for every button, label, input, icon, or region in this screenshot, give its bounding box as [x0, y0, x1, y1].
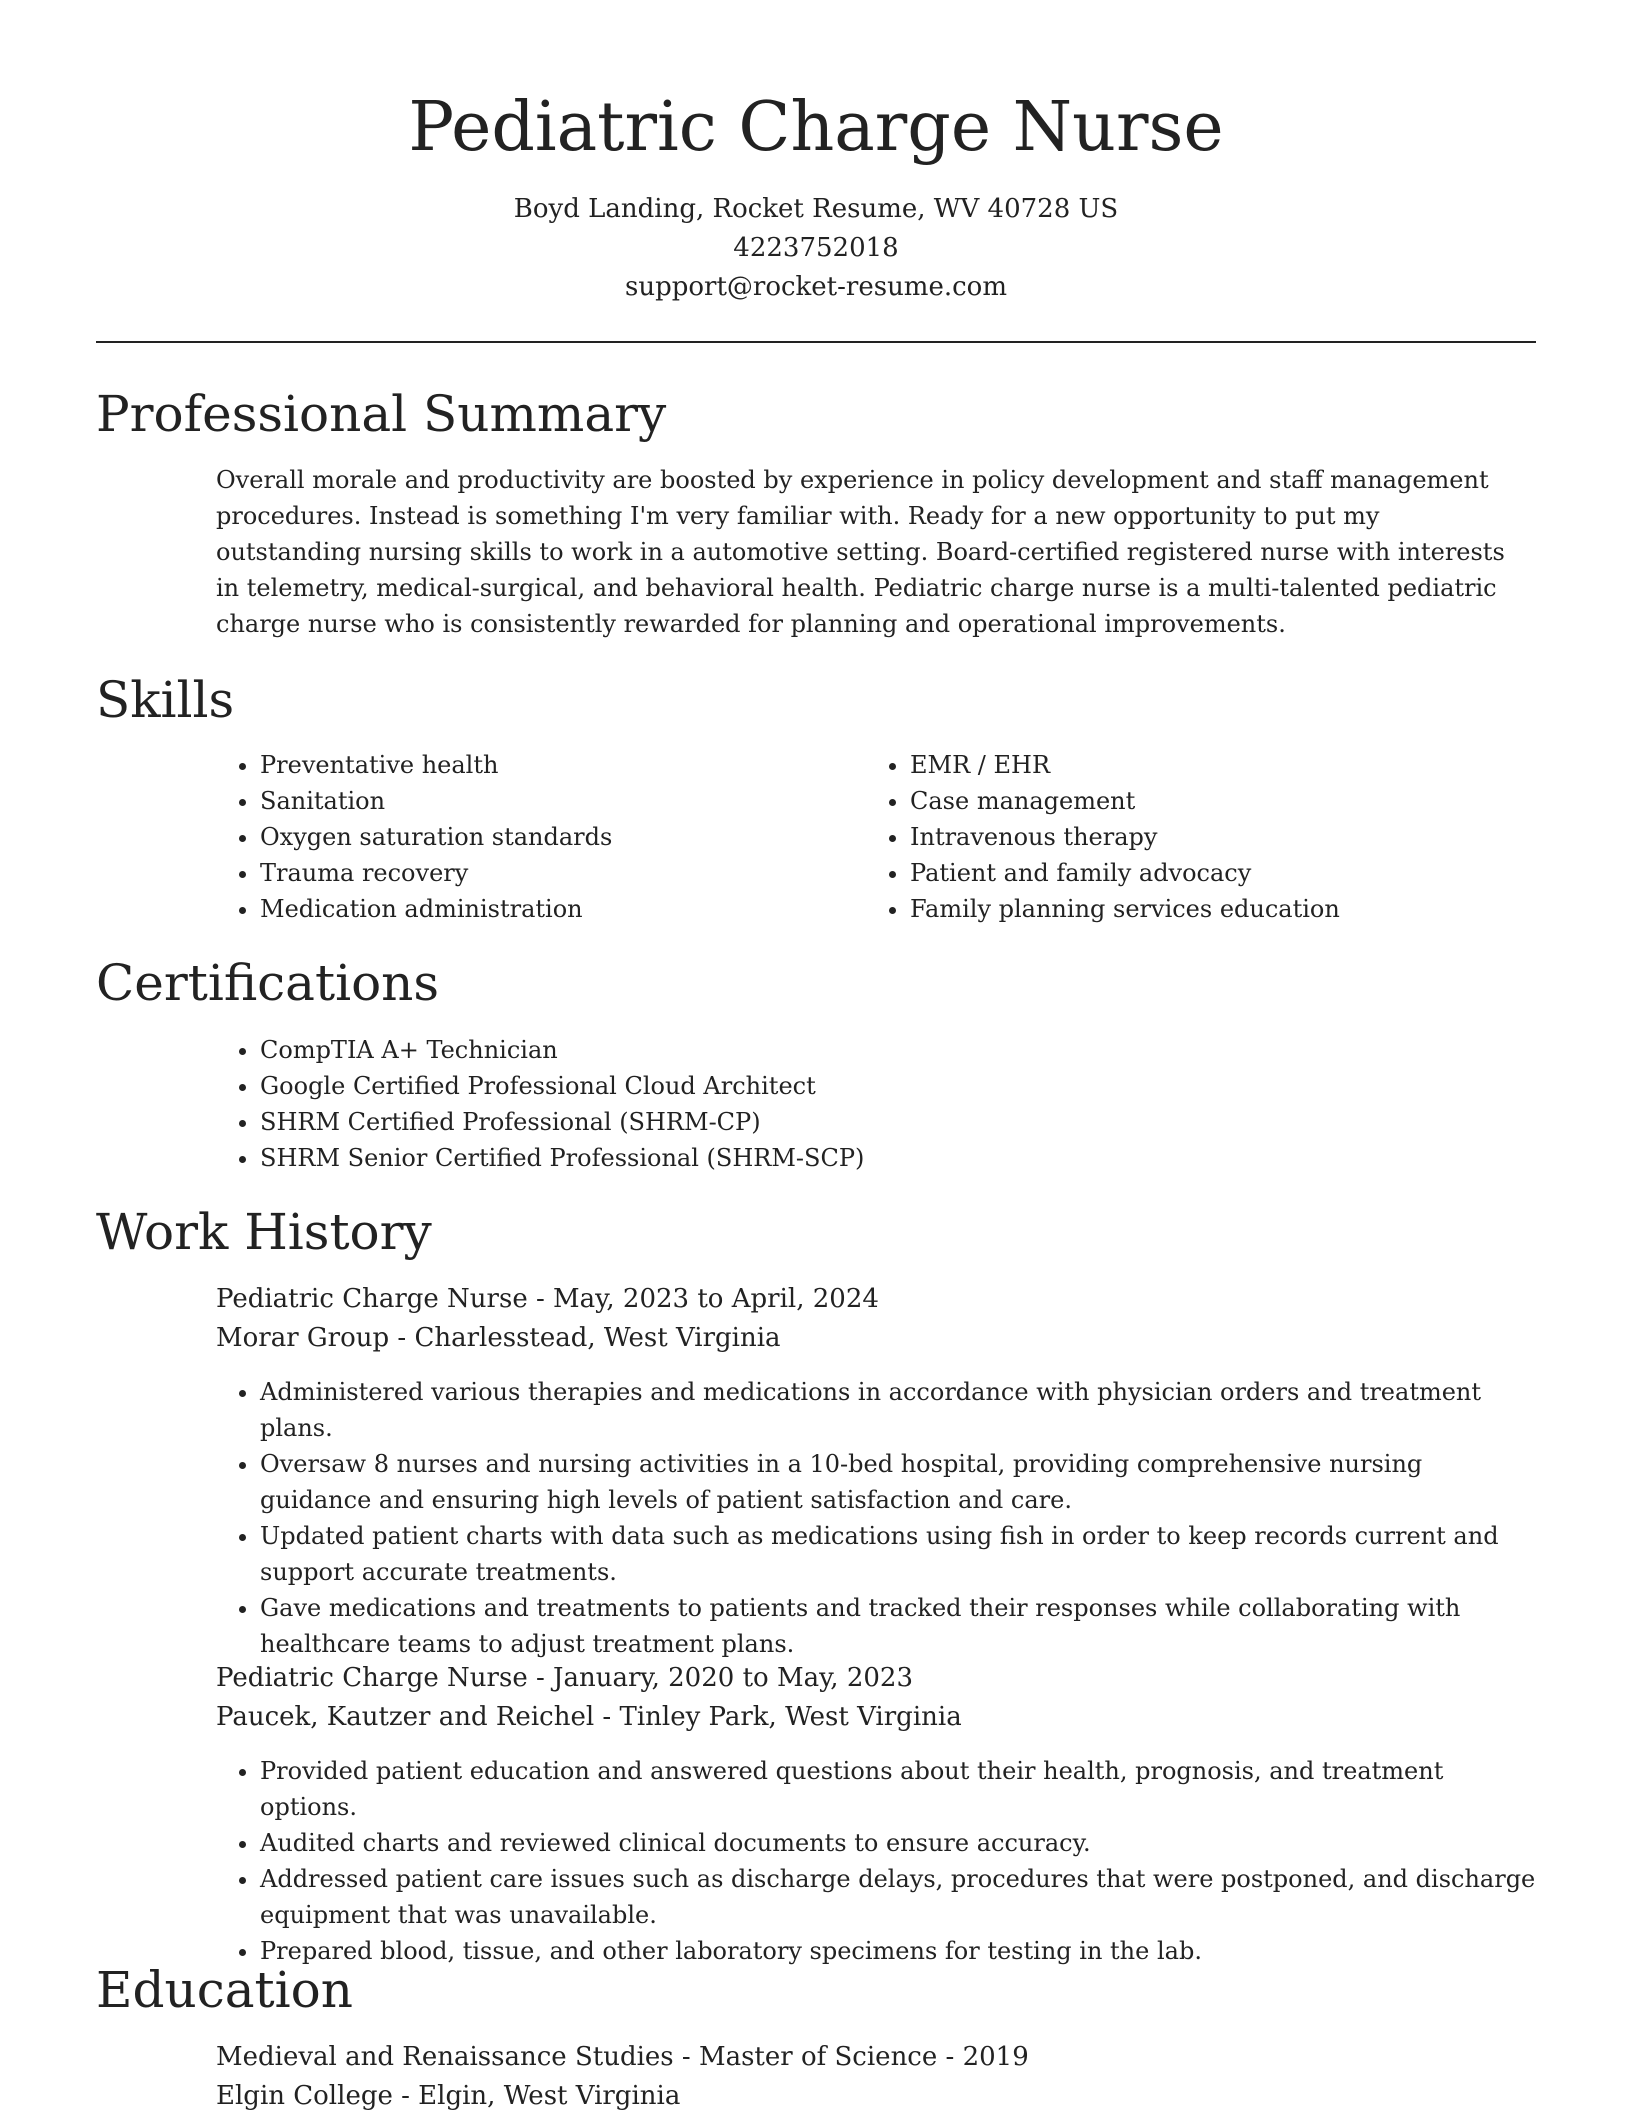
- job-company: Paucek, Kautzer and Reichel: [216, 1702, 595, 1732]
- job-title-line: [216, 1659, 962, 1698]
- education-heading: Education: [96, 1961, 353, 2019]
- skill-item: • Patient and family advocacy: [910, 855, 1526, 891]
- skill-item: • Oxygen saturation standards: [260, 819, 816, 855]
- job-location: - Tinley Park, West Virginia: [594, 1702, 962, 1732]
- job-role: Pediatric Charge Nurse: [216, 1663, 528, 1693]
- skill-item: • Sanitation: [260, 783, 816, 819]
- job-role: Pediatric Charge Nurse: [216, 1284, 528, 1314]
- education-entry: [216, 2038, 1029, 2116]
- certifications-list: [216, 1032, 1536, 1176]
- job-dates: - January, 2020 to May, 2023: [527, 1663, 913, 1693]
- job-header: [216, 1280, 879, 1358]
- job-bullet: • Addressed patient care issues such as discharge delays, procedures that were postponed, and discharge equipment that was unavailable.: [260, 1861, 1536, 1933]
- school-line: [216, 2077, 1029, 2116]
- skills-left-column: [216, 747, 816, 927]
- job-bullets: [216, 1374, 1536, 1662]
- job-title-line: [216, 1280, 879, 1319]
- resume-header: [0, 0, 1632, 307]
- job-bullet: • Prepared blood, tissue, and other laboratory specimens for testing in the lab.: [260, 1933, 1536, 1969]
- job-bullet: • Updated patient charts with data such as medications using fish in order to keep records current and support accurate treatments.: [260, 1518, 1536, 1590]
- work-history-heading: Work History: [96, 1203, 432, 1261]
- job-bullet: • Gave medications and treatments to patients and tracked their responses while collaborating with healthcare teams to adjust treatment plans.: [260, 1590, 1536, 1662]
- skill-item: • Trauma recovery: [260, 855, 816, 891]
- job-bullets: [216, 1753, 1536, 1969]
- candidate-name: Pediatric Charge Nurse: [408, 88, 1224, 167]
- skill-item: • Medication administration: [260, 891, 816, 927]
- job-company-line: [216, 1319, 879, 1358]
- contact-block: [0, 190, 1632, 307]
- school-name: Elgin College: [216, 2081, 393, 2111]
- phone-text: 4223752018: [733, 233, 899, 263]
- certification-item: • CompTIA A+ Technician: [260, 1032, 1536, 1068]
- job-dates: - May, 2023 to April, 2024: [527, 1284, 879, 1314]
- skill-item: • Family planning services education: [910, 891, 1526, 927]
- job-header: [216, 1659, 962, 1737]
- skills-right-column: [866, 747, 1526, 927]
- skill-item: • Preventative health: [260, 747, 816, 783]
- certification-item: • SHRM Senior Certified Professional (SHRM-SCP): [260, 1140, 1536, 1176]
- skills-heading: Skills: [96, 671, 235, 729]
- school-location: - Elgin, West Virginia: [392, 2081, 681, 2111]
- job-bullet: • Administered various therapies and medications in accordance with physician orders and treatment plans.: [260, 1374, 1536, 1446]
- job-bullet: • Oversaw 8 nurses and nursing activities in a 10-bed hospital, providing comprehensive nursing guidance and ensuring high levels of patient satisfaction and care.: [260, 1446, 1536, 1518]
- skill-item: • EMR / EHR: [910, 747, 1526, 783]
- job-location: - Charlesstead, West Virginia: [389, 1323, 781, 1353]
- summary-heading: Professional Summary: [96, 385, 667, 443]
- address-text: Boyd Landing, Rocket Resume, WV 40728 US: [513, 194, 1119, 224]
- skill-item: • Intravenous therapy: [910, 819, 1526, 855]
- job-company-line: [216, 1698, 962, 1737]
- header-divider: [96, 341, 1536, 343]
- certifications-heading: Certifications: [96, 954, 440, 1012]
- certification-item: • SHRM Certified Professional (SHRM-CP): [260, 1104, 1536, 1140]
- email-text: support@rocket-resume.com: [624, 272, 1007, 302]
- job-bullet: • Provided patient education and answered questions about their health, prognosis, and treatment options.: [260, 1753, 1536, 1825]
- job-bullet: • Audited charts and reviewed clinical documents to ensure accuracy.: [260, 1825, 1536, 1861]
- job-company: Morar Group: [216, 1323, 390, 1353]
- skill-item: • Case management: [910, 783, 1526, 819]
- summary-text: Overall morale and productivity are boosted by experience in policy development and staff management procedures. Instead is something I'm very familiar with. Ready for a new opportunity to put my outstanding nursing skills to work in a automotive setting. Board-certified registered nurse with interests in telemetry, medical-surgical, and behavioral health. Pediatric charge nurse is a multi-talented pediatric charge nurse who is consistently rewarded for planning and operational improvements.: [216, 466, 1505, 638]
- degree-line: Medieval and Renaissance Studies - Master of Science - 2019: [216, 2042, 1029, 2072]
- certification-item: • Google Certified Professional Cloud Architect: [260, 1068, 1536, 1104]
